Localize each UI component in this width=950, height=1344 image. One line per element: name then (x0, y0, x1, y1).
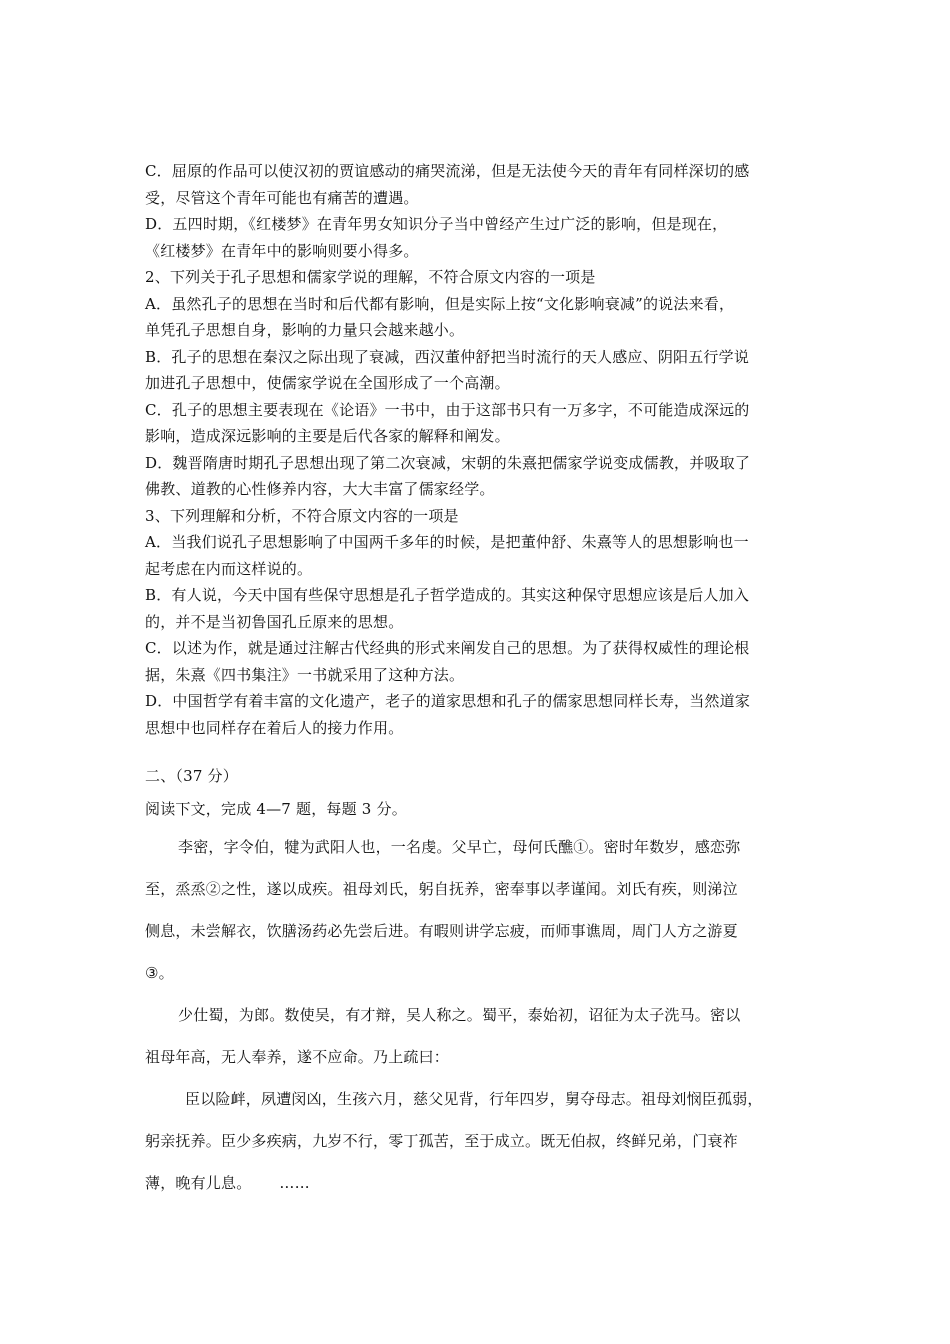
section-2 (145, 763, 825, 1204)
text-line: D．魏晋隋唐时期孔子思想出现了第二次衰减，宋朝的朱熹把儒家学说变成儒教，并吸取了 (145, 453, 751, 472)
text-line: 的，并不是当初鲁国孔丘原来的思想。 (145, 612, 404, 631)
text-line: 起考虑在内而这样说的。 (145, 559, 313, 578)
text-line: C．以述为作，就是通过注解古代经典的形式来阐发自己的思想。为了获得权威性的理论根 (145, 639, 750, 657)
ellipsis: …… (279, 1174, 310, 1192)
passage-line: 侧息，未尝解衣，饮膳汤药必先尝后进。有暇则讲学忘疲，而师事谯周，周门人方之游夏 (145, 922, 738, 940)
section-heading: 二、（37 分） (145, 767, 238, 785)
passage-line: 祖母年高，无人奉养，遂不应命。乃上疏曰： (145, 1048, 450, 1066)
passage-line: 李密，字令伯，犍为武阳人也，一名虔。父早亡，母何氏醮①。密时年数岁，感恋弥 (178, 838, 741, 856)
text-line: 影响，造成深远影响的主要是后代各家的解释和阐发。 (145, 427, 510, 445)
text-line: 佛教、道教的心性修养内容，大大丰富了儒家经学。 (145, 480, 495, 498)
text-line: D．中国哲学有着丰富的文化遗产，老子的道家思想和孔子的儒家思想同样长寿，当然道家 (145, 692, 751, 710)
section-gap (145, 741, 825, 763)
passage-line: 至，烝烝②之性，遂以成疾。祖母刘氏，躬自抚养，密奉事以孝谨闻。刘氏有疾，则涕泣 (145, 880, 738, 898)
passage-text: 薄，晚有儿息。 (145, 1174, 252, 1192)
passage (145, 826, 825, 1204)
document-page (145, 158, 825, 1204)
text-line: B．有人说，今天中国有些保守思想是孔子哲学造成的。其实这种保守思想应该是后人加入 (145, 586, 750, 604)
passage-paragraph-1 (145, 826, 825, 994)
text-line: 据，朱熹《四书集注》一书就采用了这种方法。 (145, 665, 465, 684)
question-title: 3、下列理解和分析，不符合原文内容的一项是 (145, 506, 459, 525)
text-line: A．虽然孔子的思想在当时和后代都有影响，但是实际上按“文化影响衰减”的说法来看， (145, 294, 735, 313)
text-line: A．当我们说孔子思想影响了中国两千多年的时候，是把董仲舒、朱熹等人的思想影响也一 (145, 533, 749, 551)
passage-line: 臣以险衅，夙遭闵凶，生孩六月，慈父见背，行年四岁，舅夺母志。祖母刘悯臣孤弱， (185, 1090, 763, 1108)
passage-line: 少仕蜀，为郎。数使吴，有才辩，吴人称之。蜀平，泰始初，诏征为太子洗马。密以 (178, 1006, 741, 1024)
text-line: D．五四时期，《红楼梦》在青年男女知识分子当中曾经产生过广泛的影响，但是现在， (145, 215, 728, 233)
text-line: B．孔子的思想在秦汉之际出现了衰减，西汉董仲舒把当时流行的天人感应、阴阳五行学说 (145, 347, 750, 366)
text-line: 加进孔子思想中，使儒家学说在全国形成了一个高潮。 (145, 374, 510, 392)
question-title: 2、下列关于孔子思想和儒家学说的理解，不符合原文内容的一项是 (145, 268, 596, 286)
passage-line (145, 1162, 825, 1204)
passage-line: ③。 (145, 964, 174, 982)
options-block-q1 (145, 158, 825, 264)
text-line: C．孔子的思想主要表现在《论语》一书中，由于这部书只有一万多字，不可能造成深远的 (145, 400, 750, 419)
question-2 (145, 264, 825, 503)
passage-line: 躬亲抚养。臣少多疾病，九岁不行，零丁孤苦，至于成立。既无伯叔，终鲜兄弟，门衰祚 (145, 1132, 738, 1150)
passage-paragraph-2 (145, 994, 825, 1078)
text-line: C．屈原的作品可以使汉初的贾谊感动的痛哭流涕，但是无法使今天的青年有同样深切的感 (145, 162, 750, 180)
text-line: 单凭孔子思想自身，影响的力量只会越来越小。 (145, 321, 465, 339)
section-instruction: 阅读下文，完成 4—7 题，每题 3 分。 (145, 799, 407, 818)
question-3 (145, 503, 825, 742)
passage-paragraph-3 (145, 1078, 825, 1204)
text-line: 《红楼梦》在青年中的影响则要小得多。 (145, 241, 419, 260)
text-line: 受，尽管这个青年可能也有痛苦的遭遇。 (145, 188, 419, 207)
text-line: 思想中也同样存在着后人的接力作用。 (145, 718, 404, 737)
